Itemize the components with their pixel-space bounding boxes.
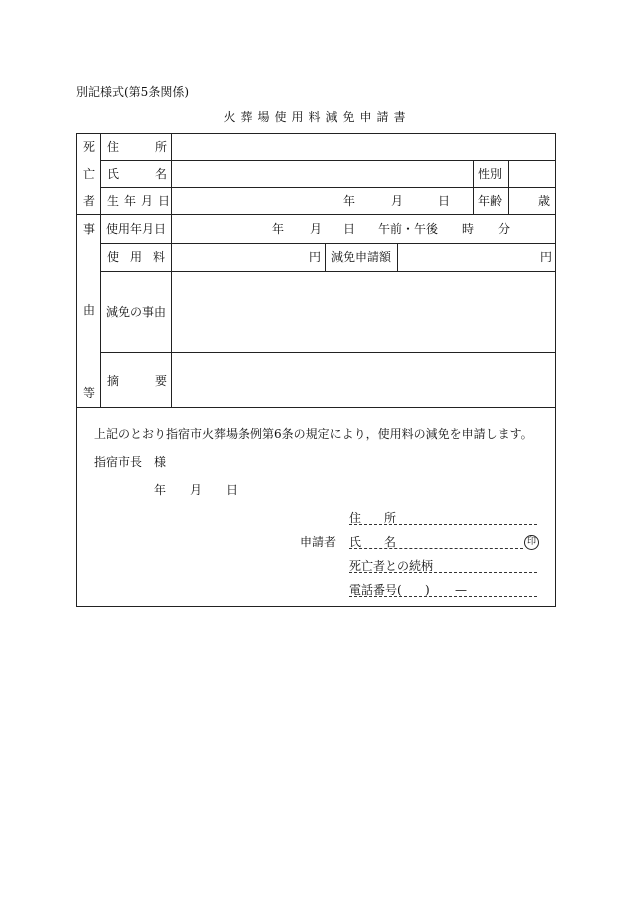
phone-dash: — xyxy=(455,583,467,597)
day-unit: 日 xyxy=(226,483,239,497)
deceased-address-field[interactable] xyxy=(172,134,556,160)
name-label: 名 xyxy=(155,167,168,181)
use-date-label: 使用年月日 xyxy=(106,222,167,236)
applicant-name-line[interactable] xyxy=(349,548,523,549)
applicant-name-label: 名 xyxy=(384,535,397,549)
sex-label: 性別 xyxy=(478,167,503,181)
section-char: 由 xyxy=(83,303,96,317)
phone-label: 電話番号( xyxy=(349,583,402,597)
fee-label: 使用料 xyxy=(107,250,177,264)
deceased-birth-date-field[interactable] xyxy=(172,188,472,214)
column-divider xyxy=(100,133,101,407)
reduction-reason-field[interactable] xyxy=(172,272,556,352)
phone-paren-close: ) xyxy=(425,583,430,597)
section-divider xyxy=(76,407,556,408)
year-unit: 年 xyxy=(343,194,356,208)
fee-field[interactable] xyxy=(172,244,324,271)
section-char: 等 xyxy=(83,386,96,400)
applicant-label: 申請者 xyxy=(300,535,337,549)
yen-unit: 円 xyxy=(540,250,553,264)
age-label: 年齢 xyxy=(478,194,503,208)
page-title: 火葬場使用料減免申請書 xyxy=(223,110,411,124)
day-unit: 日 xyxy=(438,194,451,208)
applicant-address-label: 住 xyxy=(349,511,362,525)
relation-label: 死亡者との続柄 xyxy=(349,559,434,573)
summary-label: 要 xyxy=(155,374,168,388)
applicant-name-label: 氏 xyxy=(349,535,362,549)
form-reference: 別記様式(第5条関係) xyxy=(76,85,189,99)
summary-label: 摘 xyxy=(107,374,120,388)
birth-date-label: 生年月日 xyxy=(107,194,176,208)
reduction-reason-label: 減免の事由 xyxy=(106,305,167,319)
yen-unit: 円 xyxy=(309,250,322,264)
application-statement: 上記のとおり指宿市火葬場条例第6条の規定により，使用料の減免を申請します。 xyxy=(94,427,533,441)
year-unit: 年 xyxy=(272,222,285,236)
reduction-amount-label: 減免申請額 xyxy=(331,250,392,264)
am-pm-choice[interactable]: 午前・午後 xyxy=(378,222,439,236)
addressee: 指宿市長 様 xyxy=(94,455,167,469)
applicant-address-label: 所 xyxy=(384,511,397,525)
section-char: 死 xyxy=(83,140,96,154)
month-unit: 月 xyxy=(190,483,203,497)
section-char: 亡 xyxy=(83,167,96,181)
relation-line[interactable] xyxy=(349,572,537,573)
column-divider xyxy=(325,243,326,271)
phone-line[interactable] xyxy=(349,596,537,597)
day-unit: 日 xyxy=(343,222,356,236)
applicant-address-line[interactable] xyxy=(349,524,537,525)
address-label: 所 xyxy=(155,140,168,154)
reduction-amount-field[interactable] xyxy=(398,244,555,271)
address-label: 住 xyxy=(107,140,120,154)
name-label: 氏 xyxy=(107,167,120,181)
section-char: 事 xyxy=(83,222,96,236)
column-divider xyxy=(473,160,474,214)
year-unit: 年 xyxy=(154,483,167,497)
deceased-name-field[interactable] xyxy=(172,161,472,187)
section-char: 者 xyxy=(83,194,96,208)
month-unit: 月 xyxy=(391,194,404,208)
minute-unit: 分 xyxy=(498,222,511,236)
age-unit: 歳 xyxy=(538,194,551,208)
month-unit: 月 xyxy=(310,222,323,236)
seal-mark: 印 xyxy=(524,535,539,550)
deceased-sex-field[interactable] xyxy=(509,161,555,187)
summary-field[interactable] xyxy=(172,353,556,407)
hour-unit: 時 xyxy=(462,222,475,236)
